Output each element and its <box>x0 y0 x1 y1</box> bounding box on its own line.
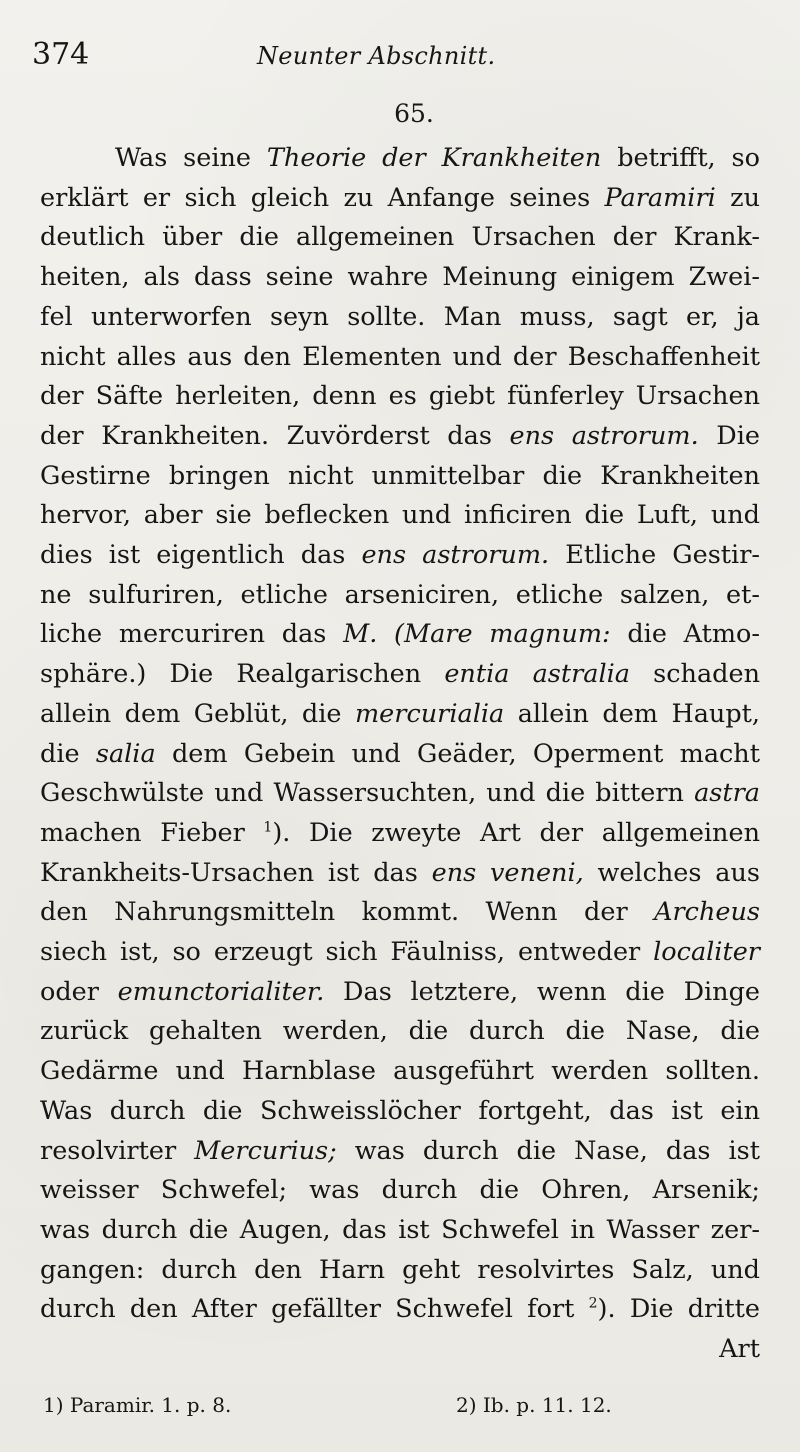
body-line: liche mercuriren das M. (Mare magnum: die Atmo- <box>40 619 760 650</box>
body-line: Gedärme und Harnblase ausgeführt werden sollten. <box>40 1056 760 1087</box>
body-line: Was durch die Schweisslöcher fortgeht, das ist ein <box>40 1095 760 1126</box>
body-line: der Säfte herleiten, denn es giebt fünferley Ursachen <box>40 381 760 412</box>
body-line: oder emunctorialiter. Das letztere, wenn die Dinge <box>40 976 761 1007</box>
body-line: was durch die Augen, das ist Schwefel in Wasser zer- <box>40 1214 760 1245</box>
footnote-reference: 1 <box>263 819 273 836</box>
body-line: allein dem Geblüt, die mercurialia allein dem Haupt, <box>40 698 760 729</box>
body-line: Geschwülste und Wassersuchten, und die bittern astra <box>40 778 760 809</box>
body-line: Krankheits-Ursachen ist das ens veneni, welches aus <box>40 857 760 888</box>
body-line: heiten, als dass seine wahre Meinung einigem Zwei- <box>40 262 760 293</box>
body-line: siech ist, so erzeugt sich Fäulniss, entweder localiter <box>40 937 760 968</box>
body-line: machen Fieber $^1$). Die zweyte Art der allgemeinen <box>40 817 760 848</box>
page-number: 374 <box>32 37 90 72</box>
body-line: deutlich über die allgemeinen Ursachen der Krank- <box>40 222 760 253</box>
body-line: durch den After gefällter Schwefel fort $^2$). Die dritte <box>40 1294 760 1325</box>
body-line: hervor, aber sie beflecken und inficiren die Luft, und <box>40 500 760 531</box>
body-line: Gestirne bringen nicht unmittelbar die Krankheiten <box>40 460 760 491</box>
body-line: die salia dem Gebein und Geäder, Operment macht <box>40 738 760 769</box>
body-line: fel unterworfen seyn sollte. Man muss, sagt er, ja <box>40 301 760 332</box>
footnote-2: 2) Ib. p. 11. 12. <box>456 1393 612 1417</box>
footnote-reference: 2 <box>588 1295 598 1312</box>
body-line: weisser Schwefel; was durch die Ohren, Arsenik; <box>40 1175 760 1206</box>
footnote-1: 1) Paramir. 1. p. 8. <box>43 1393 232 1417</box>
body-line: erklärt er sich gleich zu Anfange seines Paramiri zu <box>40 182 760 213</box>
body-text <box>40 139 760 1370</box>
body-line: resolvirter Mercurius; was durch die Nase, das ist <box>40 1135 760 1166</box>
body-line: nicht alles aus den Elementen und der Beschaffenheit <box>40 341 760 372</box>
body-line: dies ist eigentlich das ens astrorum. Etliche Gestir- <box>40 540 761 571</box>
body-line: der Krankheiten. Zuvörderst das ens astrorum. Die <box>40 420 760 451</box>
section-number: 65. <box>394 99 434 128</box>
body-line: ne sulfuriren, etliche arseniciren, etliche salzen, et- <box>40 579 760 610</box>
body-line: den Nahrungsmitteln kommt. Wenn der Archeus <box>40 897 760 928</box>
catchword: Art <box>719 1334 760 1365</box>
running-title: Neunter Abschnitt. <box>257 42 496 70</box>
body-line: gangen: durch den Harn geht resolvirtes Salz, und <box>40 1254 760 1285</box>
body-line: zurück gehalten werden, die durch die Nase, die <box>40 1016 760 1047</box>
page-header <box>32 37 764 80</box>
body-line: Was seine Theorie der Krankheiten betrifft, so <box>115 143 760 173</box>
body-line: sphäre.) Die Realgarischen entia astralia schaden <box>40 659 760 690</box>
